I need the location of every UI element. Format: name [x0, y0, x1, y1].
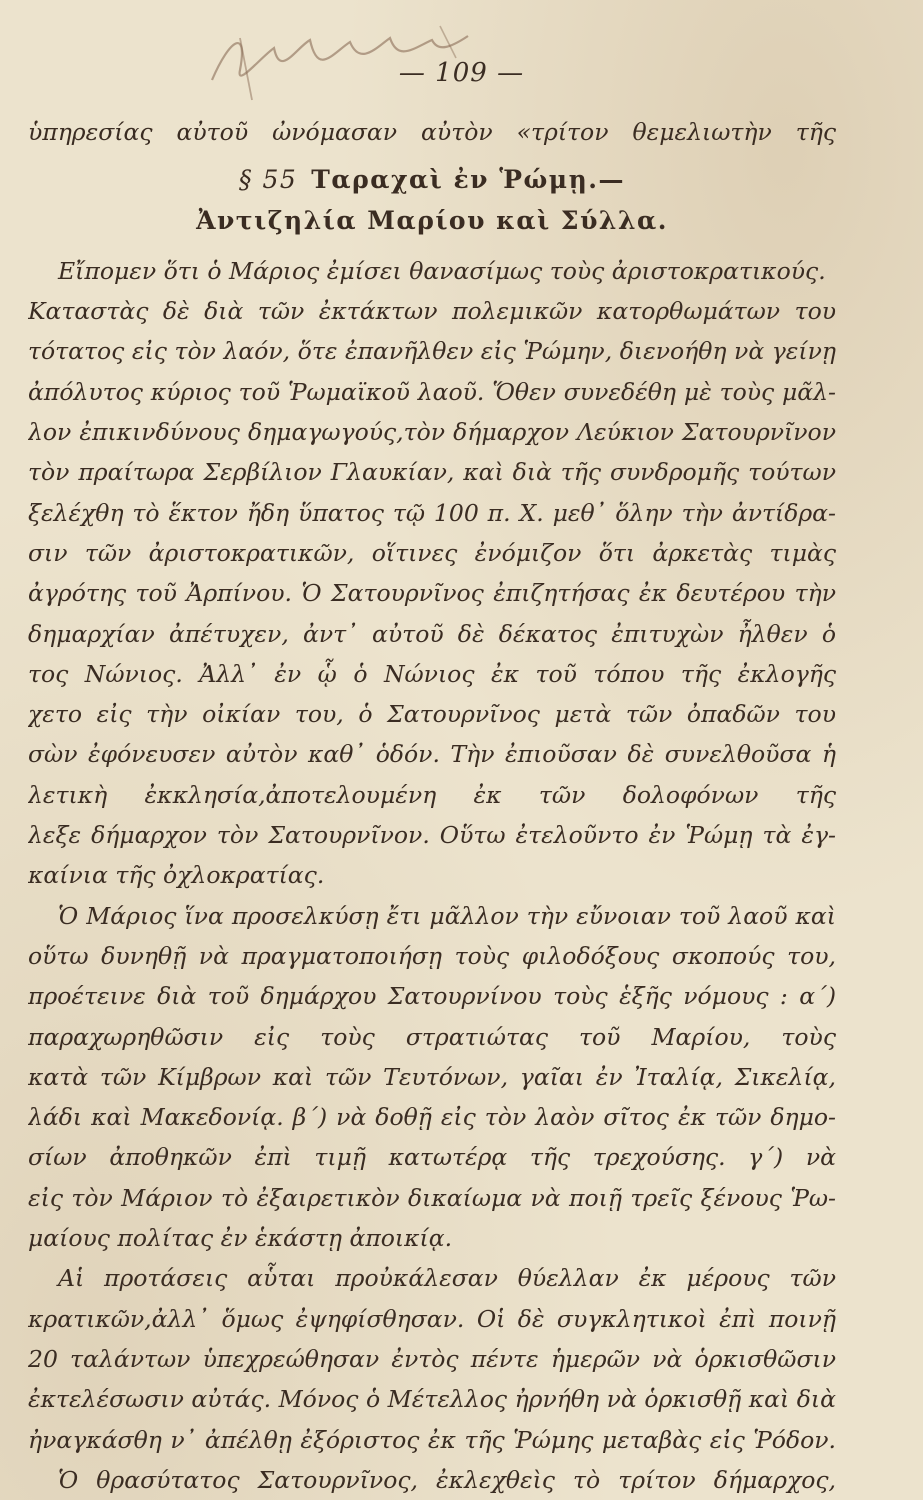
text-line: προέτεινε διὰ τοῦ δημάρχου Σατουρνίνου τοὺς ἑξῆς νόμους : α΄)	[28, 982, 836, 1011]
text-line: ξελέχθη τὸ ἕκτον ἤδη ὕπατος τῷ 100 π. Χ. μεθ᾽ ὅλην τὴν ἀντίδρα-	[28, 498, 836, 527]
text-line: σιν τῶν ἀριστοκρατικῶν, οἵτινες ἐνόμιζον ὅτι ἀρκετὰς τιμὰς	[28, 538, 836, 567]
text-line: εἰς τὸν Μάριον τὸ ἐξαιρετικὸν δικαίωμα νὰ ποιῇ τρεῖς ξένους Ῥω-	[28, 1183, 836, 1212]
section-heading	[28, 160, 836, 200]
text-line: λεξε δήμαρχον τὸν Σατουρνῖνον. Οὕτω ἐτελοῦντο ἐν Ῥώμῃ τὰ ἐγ-	[28, 821, 836, 850]
text-line: τὸν πραίτωρα Σερβίλιον Γλαυκίαν, καὶ διὰ τῆς συνδρομῆς τούτων	[28, 458, 836, 487]
text-line: ὑπηρεσίας αὐτοῦ ὠνόμασαν αὐτὸν «τρίτον θεμελιωτὴν τῆς	[28, 118, 836, 146]
text-line: κρατικῶν,ἀλλ᾽ ὅμως ἐψηφίσθησαν. Οἱ δὲ συγκλητικοὶ ἐπὶ ποινῇ	[28, 1304, 836, 1333]
text-line: δημαρχίαν ἀπέτυχεν, ἀντ᾽ αὐτοῦ δὲ δέκατος ἐπιτυχὼν ἦλθεν ὁ	[28, 619, 836, 648]
text-line: Εἴπομεν ὅτι ὁ Μάριος ἐμίσει θανασίμως τοὺς ἀριστοκρατικούς.	[58, 256, 826, 285]
text-line: Αἱ προτάσεις αὗται προὐκάλεσαν θύελλαν ἐκ μέρους τῶν	[58, 1264, 836, 1293]
text-line: λον ἐπικινδύνους δημαγωγούς,τὸν δήμαρχον Λεύκιον Σατουρνῖνον	[28, 418, 836, 447]
page-body	[28, 112, 836, 1500]
text-line: ἠναγκάσθη ν᾽ ἀπέλθῃ ἐξόριστος ἐκ τῆς Ῥώμης μεταβὰς εἰς Ῥόδον.	[28, 1425, 836, 1454]
heading-line-1: Ταραχαὶ ἐν Ῥώμῃ.—	[311, 165, 625, 195]
text-line: σὼν ἐφόνευσεν αὐτὸν καθ᾽ ὁδόν. Τὴν ἐπιοῦσαν δὲ συνελθοῦσα ἡ	[28, 740, 836, 769]
text-line: Ὁ Μάριος ἵνα προσελκύσῃ ἔτι μᾶλλον τὴν εὔνοιαν τοῦ λαοῦ καὶ	[58, 901, 836, 930]
text-line: οὕτω δυνηθῇ νὰ πραγματοποιήσῃ τοὺς φιλοδόξους σκοπούς του,	[28, 941, 836, 970]
text-line: παραχωρηθῶσιν εἰς τοὺς στρατιώτας τοῦ Μαρίου, τοὺς	[28, 1022, 836, 1051]
text-line: Καταστὰς δὲ διὰ τῶν ἐκτάκτων πολεμικῶν κατορθωμάτων του	[28, 297, 836, 326]
page-number: — 109 —	[398, 58, 525, 88]
text-line: χετο εἰς τὴν οἰκίαν του, ὁ Σατουρνῖνος μετὰ τῶν ὀπαδῶν του	[28, 700, 836, 729]
section-number: § 55	[239, 165, 298, 195]
text-line: ἀγρότης τοῦ Ἀρπίνου. Ὁ Σατουρνῖνος ἐπιζητήσας ἐκ δευτέρου τὴν	[28, 579, 836, 608]
text-line: ἐκτελέσωσιν αὐτάς. Μόνος ὁ Μέτελλος ἠρνήθη νὰ ὁρκισθῇ καὶ διὰ	[28, 1385, 836, 1414]
text-line: κατὰ τῶν Κίμβρων καὶ τῶν Τευτόνων, γαῖαι ἐν Ἰταλίᾳ, Σικελίᾳ,	[28, 1062, 836, 1091]
text-line: σίων ἀποθηκῶν ἐπὶ τιμῇ κατωτέρᾳ τῆς τρεχούσης. γ΄) νὰ	[28, 1143, 836, 1172]
text-line: καίνια τῆς ὀχλοκρατίας.	[28, 861, 325, 890]
text-line: Ὁ θρασύτατος Σατουρνῖνος, ἐκλεχθεὶς τὸ τρίτον δήμαρχος,	[58, 1465, 836, 1494]
text-line: μαίους πολίτας ἐν ἑκάστῃ ἀποικίᾳ.	[28, 1224, 453, 1253]
text-line: 20 ταλάντων ὑπεχρεώθησαν ἐντὸς πέντε ἡμερῶν νὰ ὁρκισθῶσιν	[28, 1344, 836, 1373]
text-line: ἀπόλυτος κύριος τοῦ Ῥωμαϊκοῦ λαοῦ. Ὅθεν συνεδέθη μὲ τοὺς μᾶλ-	[28, 377, 836, 406]
text-line: τος Νώνιος. Ἀλλ᾽ ἐν ᾧ ὁ Νώνιος ἐκ τοῦ τόπου τῆς ἐκλογῆς	[28, 659, 836, 688]
heading-line-2: Ἀντιζηλία Μαρίου καὶ Σύλλα.	[196, 205, 668, 235]
text-line: τότατος εἰς τὸν λαόν, ὅτε ἐπανῆλθεν εἰς Ῥώμην, διενοήθη νὰ γείνῃ	[28, 337, 836, 366]
text-line: λάδι καὶ Μακεδονίᾳ. β΄) νὰ δοθῇ εἰς τὸν λαὸν σῖτος ἐκ τῶν δημο-	[28, 1103, 836, 1132]
text-line: λετικὴ ἐκκλησία,ἀποτελουμένη ἐκ τῶν δολοφόνων τῆς	[28, 780, 836, 809]
